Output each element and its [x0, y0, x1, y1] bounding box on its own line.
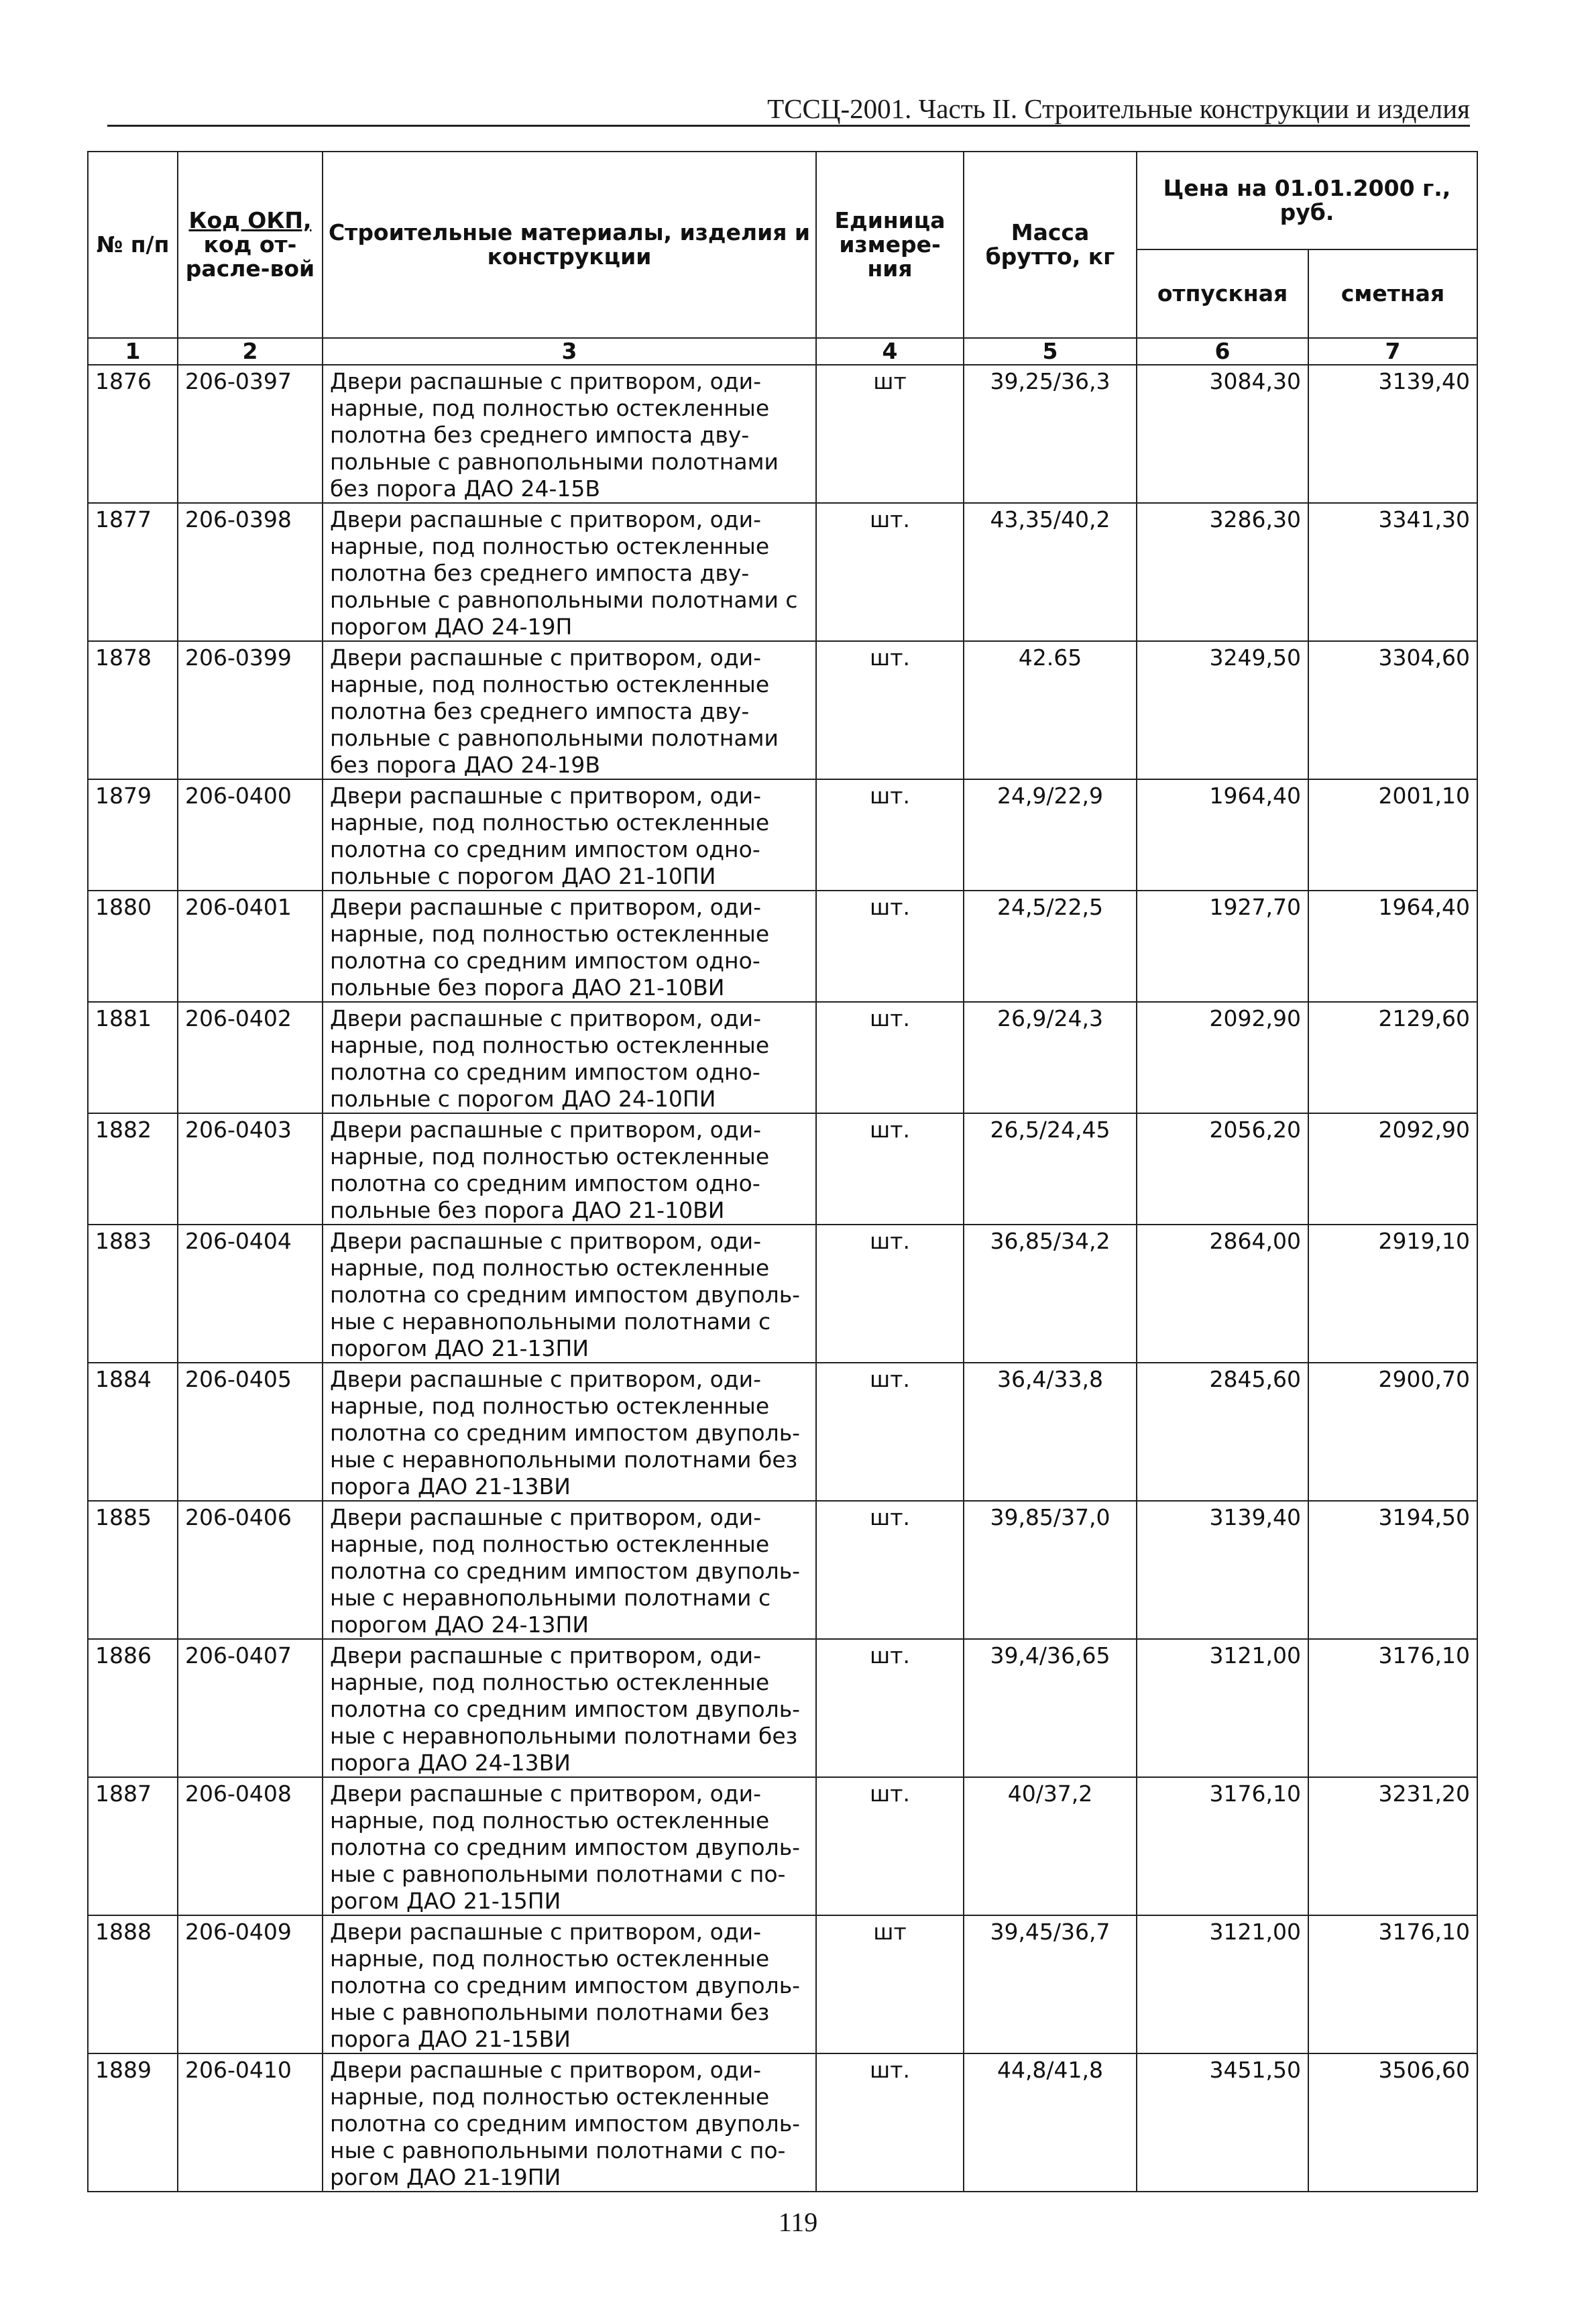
- row-price-estimate: 2900,70: [1308, 1363, 1477, 1501]
- row-mass: 36,85/34,2: [964, 1225, 1137, 1363]
- header-mass: Масса брутто, кг: [964, 152, 1137, 338]
- row-description: Двери распашные с притвором, оди-нарные, под полностью остекленные полотна со средним импостом одно-польные без порога ДАО 21-10ВИ: [323, 1113, 816, 1225]
- header-price-release: отпускная: [1137, 249, 1308, 338]
- row-number: 1886: [88, 1639, 178, 1777]
- row-unit: шт.: [816, 1501, 964, 1639]
- header-code-top: Код ОКП,: [188, 207, 312, 233]
- row-number: 1888: [88, 1915, 178, 2053]
- table-body: [88, 365, 1477, 2192]
- row-price-release: 3121,00: [1137, 1915, 1308, 2053]
- row-unit: шт: [816, 365, 964, 503]
- row-code: 206-0404: [178, 1225, 323, 1363]
- header-code: [178, 152, 323, 338]
- row-code: 206-0402: [178, 1002, 323, 1113]
- row-mass: 24,5/22,5: [964, 891, 1137, 1002]
- row-code: 206-0405: [178, 1363, 323, 1501]
- row-number: 1876: [88, 365, 178, 503]
- row-price-release: 1927,70: [1137, 891, 1308, 1002]
- table-row: [88, 1777, 1477, 1915]
- column-number: 3: [323, 338, 816, 365]
- row-price-estimate: 3194,50: [1308, 1501, 1477, 1639]
- table-header: [88, 152, 1477, 365]
- row-code: 206-0399: [178, 641, 323, 779]
- row-description: Двери распашные с притвором, оди-нарные, под полностью остекленные полотна со средним импостом одно-польные без порога ДАО 21-10ВИ: [323, 891, 816, 1002]
- row-price-release: 3451,50: [1137, 2053, 1308, 2192]
- header-unit: Единица измере-ния: [816, 152, 964, 338]
- table-row: [88, 1363, 1477, 1501]
- row-number: 1881: [88, 1002, 178, 1113]
- row-price-release: 3176,10: [1137, 1777, 1308, 1915]
- row-mass: 39,85/37,0: [964, 1501, 1137, 1639]
- row-code: 206-0403: [178, 1113, 323, 1225]
- row-mass: 26,5/24,45: [964, 1113, 1137, 1225]
- row-price-release: 3139,40: [1137, 1501, 1308, 1639]
- row-price-estimate: 3176,10: [1308, 1915, 1477, 2053]
- row-unit: шт.: [816, 1639, 964, 1777]
- row-code: 206-0408: [178, 1777, 323, 1915]
- row-price-release: 3121,00: [1137, 1639, 1308, 1777]
- row-price-release: 3249,50: [1137, 641, 1308, 779]
- row-mass: 24,9/22,9: [964, 779, 1137, 891]
- row-price-release: 2845,60: [1137, 1363, 1308, 1501]
- row-unit: шт.: [816, 1225, 964, 1363]
- row-price-release: 3286,30: [1137, 503, 1308, 641]
- column-number: 2: [178, 338, 323, 365]
- table-row: [88, 641, 1477, 779]
- row-unit: шт.: [816, 1363, 964, 1501]
- row-description: Двери распашные с притвором, оди-нарные, под полностью остекленные полотна без среднего импоста дву-польные с равнопольными полотнами без порога ДАО 24-19В: [323, 641, 816, 779]
- row-price-estimate: 3139,40: [1308, 365, 1477, 503]
- row-number: 1884: [88, 1363, 178, 1501]
- row-description: Двери распашные с притвором, оди-нарные, под полностью остекленные полотна со средним импостом двуполь-ные с равнопольными полотнами с по-рогом ДАО 21-19ПИ: [323, 2053, 816, 2192]
- header-num: № п/п: [88, 152, 178, 338]
- column-number: 6: [1137, 338, 1308, 365]
- table-row: [88, 1225, 1477, 1363]
- row-number: 1879: [88, 779, 178, 891]
- header-rule: [107, 125, 1470, 127]
- row-price-estimate: 3341,30: [1308, 503, 1477, 641]
- row-mass: 26,9/24,3: [964, 1002, 1137, 1113]
- row-price-estimate: 2001,10: [1308, 779, 1477, 891]
- row-code: 206-0406: [178, 1501, 323, 1639]
- table-row: [88, 1501, 1477, 1639]
- table-row: [88, 365, 1477, 503]
- row-description: Двери распашные с притвором, оди-нарные, под полностью остекленные полотна со средним импостом двуполь-ные с равнопольными полотнами без порога ДАО 21-15ВИ: [323, 1915, 816, 2053]
- table-row: [88, 1639, 1477, 1777]
- page-number: 119: [778, 2207, 818, 2237]
- row-description: Двери распашные с притвором, оди-нарные, под полностью остекленные полотна со средним импостом двуполь-ные с неравнопольными полотнами без порога ДАО 21-13ВИ: [323, 1363, 816, 1501]
- row-price-estimate: 3506,60: [1308, 2053, 1477, 2192]
- table-row: [88, 1002, 1477, 1113]
- row-price-estimate: 1964,40: [1308, 891, 1477, 1002]
- header-code-rest: код от-расле-вой: [185, 231, 315, 282]
- row-unit: шт.: [816, 503, 964, 641]
- table-row: [88, 779, 1477, 891]
- row-mass: 39,4/36,65: [964, 1639, 1137, 1777]
- row-number: 1889: [88, 2053, 178, 2192]
- table-row: [88, 1113, 1477, 1225]
- row-unit: шт.: [816, 1113, 964, 1225]
- row-description: Двери распашные с притвором, оди-нарные, под полностью остекленные полотна со средним импостом двуполь-ные с неравнопольными полотнами с порогом ДАО 24-13ПИ: [323, 1501, 816, 1639]
- row-price-estimate: 2919,10: [1308, 1225, 1477, 1363]
- row-code: 206-0398: [178, 503, 323, 641]
- row-mass: 40/37,2: [964, 1777, 1137, 1915]
- column-number: 5: [964, 338, 1137, 365]
- table-row: [88, 1915, 1477, 2053]
- row-number: 1883: [88, 1225, 178, 1363]
- row-code: 206-0401: [178, 891, 323, 1002]
- row-price-estimate: 2129,60: [1308, 1002, 1477, 1113]
- row-description: Двери распашные с притвором, оди-нарные, под полностью остекленные полотна со средним импостом одно-польные с порогом ДАО 21-10ПИ: [323, 779, 816, 891]
- row-unit: шт.: [816, 1777, 964, 1915]
- page-header-title: ТССЦ-2001. Часть II. Строительные конструкции и изделия: [767, 93, 1470, 124]
- row-price-release: 2092,90: [1137, 1002, 1308, 1113]
- row-code: 206-0409: [178, 1915, 323, 2053]
- row-description: Двери распашные с притвором, оди-нарные, под полностью остекленные полотна со средним импостом двуполь-ные с равнопольными полотнами с по-рогом ДАО 21-15ПИ: [323, 1777, 816, 1915]
- row-price-release: 3084,30: [1137, 365, 1308, 503]
- row-number: 1887: [88, 1777, 178, 1915]
- row-number: 1878: [88, 641, 178, 779]
- row-description: Двери распашные с притвором, оди-нарные, под полностью остекленные полотна со средним импостом одно-польные с порогом ДАО 24-10ПИ: [323, 1002, 816, 1113]
- row-description: Двери распашные с притвором, оди-нарные, под полностью остекленные полотна без среднего импоста дву-польные с равнопольными полотнами с порогом ДАО 24-19П: [323, 503, 816, 641]
- row-unit: шт.: [816, 779, 964, 891]
- row-unit: шт: [816, 1915, 964, 2053]
- row-unit: шт.: [816, 1002, 964, 1113]
- row-description: Двери распашные с притвором, оди-нарные, под полностью остекленные полотна со средним импостом двуполь-ные с неравнопольными полотнами без порога ДАО 24-13ВИ: [323, 1639, 816, 1777]
- column-number-row: [88, 338, 1477, 365]
- row-mass: 44,8/41,8: [964, 2053, 1137, 2192]
- table-row: [88, 2053, 1477, 2192]
- row-description: Двери распашные с притвором, оди-нарные, под полностью остекленные полотна со средним импостом двуполь-ные с неравнопольными полотнами с порогом ДАО 21-13ПИ: [323, 1225, 816, 1363]
- row-mass: 39,45/36,7: [964, 1915, 1137, 2053]
- row-price-estimate: 3304,60: [1308, 641, 1477, 779]
- row-number: 1877: [88, 503, 178, 641]
- table-row: [88, 503, 1477, 641]
- row-code: 206-0400: [178, 779, 323, 891]
- row-code: 206-0410: [178, 2053, 323, 2192]
- row-number: 1882: [88, 1113, 178, 1225]
- column-number: 1: [88, 338, 178, 365]
- row-mass: 43,35/40,2: [964, 503, 1137, 641]
- row-unit: шт.: [816, 891, 964, 1002]
- row-price-release: 1964,40: [1137, 779, 1308, 891]
- row-code: 206-0407: [178, 1639, 323, 1777]
- header-material: Строительные материалы, изделия и конструкции: [323, 152, 816, 338]
- row-price-estimate: 2092,90: [1308, 1113, 1477, 1225]
- price-table: [87, 151, 1478, 2192]
- row-number: 1885: [88, 1501, 178, 1639]
- row-mass: 36,4/33,8: [964, 1363, 1137, 1501]
- column-number: 4: [816, 338, 964, 365]
- header-price-estimate: сметная: [1308, 249, 1477, 338]
- row-price-release: 2864,00: [1137, 1225, 1308, 1363]
- row-price-estimate: 3231,20: [1308, 1777, 1477, 1915]
- row-description: Двери распашные с притвором, оди-нарные, под полностью остекленные полотна без среднего импоста дву-польные с равнопольными полотнами без порога ДАО 24-15В: [323, 365, 816, 503]
- row-mass: 42.65: [964, 641, 1137, 779]
- table-row: [88, 891, 1477, 1002]
- row-unit: шт.: [816, 2053, 964, 2192]
- column-number: 7: [1308, 338, 1477, 365]
- row-mass: 39,25/36,3: [964, 365, 1137, 503]
- header-price: Цена на 01.01.2000 г., руб.: [1137, 152, 1477, 249]
- row-code: 206-0397: [178, 365, 323, 503]
- row-price-estimate: 3176,10: [1308, 1639, 1477, 1777]
- row-price-release: 2056,20: [1137, 1113, 1308, 1225]
- row-number: 1880: [88, 891, 178, 1002]
- row-unit: шт.: [816, 641, 964, 779]
